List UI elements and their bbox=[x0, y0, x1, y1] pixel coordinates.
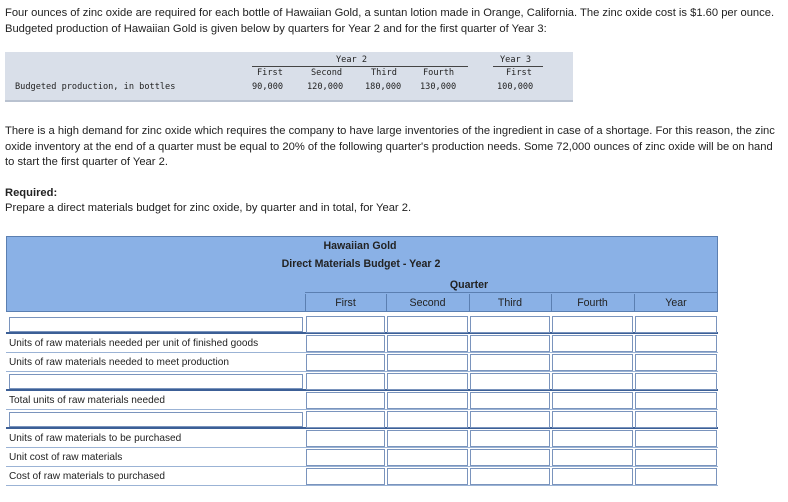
row-label-input[interactable] bbox=[9, 412, 303, 427]
year3-quarter-header: First bbox=[506, 68, 532, 78]
amount-input-fourth[interactable] bbox=[552, 373, 633, 390]
quarter-header-second: Second bbox=[311, 68, 343, 78]
budget-row bbox=[6, 391, 718, 410]
amount-input-fourth[interactable] bbox=[552, 354, 633, 371]
production-q4: 130,000 bbox=[420, 82, 457, 92]
year3-header: Year 3 bbox=[500, 55, 532, 65]
row-label-input[interactable] bbox=[9, 317, 303, 332]
col-header-fourth: Fourth bbox=[577, 297, 608, 309]
amount-input-third[interactable] bbox=[470, 335, 550, 352]
budget-row bbox=[6, 315, 718, 334]
amount-input-year[interactable] bbox=[635, 449, 717, 466]
col-header-third: Third bbox=[497, 297, 523, 309]
amount-input-fourth[interactable] bbox=[552, 392, 633, 409]
budget-row bbox=[6, 334, 718, 353]
budget-row bbox=[6, 353, 718, 372]
amount-input-second[interactable] bbox=[387, 392, 468, 409]
amount-input-third[interactable] bbox=[470, 449, 550, 466]
quarter-rule bbox=[305, 292, 718, 293]
amount-input-first[interactable] bbox=[306, 354, 385, 371]
budget-row bbox=[6, 429, 718, 448]
amount-input-first[interactable] bbox=[306, 449, 385, 466]
amount-input-third[interactable] bbox=[470, 468, 550, 485]
production-q3: 180,000 bbox=[365, 82, 402, 92]
col-divider bbox=[551, 294, 552, 312]
quarter-header-third: Third bbox=[371, 68, 397, 78]
amount-input-first[interactable] bbox=[306, 335, 385, 352]
row-label: Units of raw materials needed per unit of finished goods bbox=[9, 338, 259, 349]
col-header-year: Year bbox=[665, 297, 687, 309]
amount-input-first[interactable] bbox=[306, 411, 385, 428]
amount-input-third[interactable] bbox=[470, 392, 550, 409]
amount-input-second[interactable] bbox=[387, 449, 468, 466]
quarter-label: Quarter bbox=[449, 279, 489, 291]
row-label: Units of raw materials needed to meet production bbox=[9, 357, 229, 368]
quarter-header-first: First bbox=[257, 68, 283, 78]
required-heading: Required: bbox=[5, 187, 58, 199]
amount-input-first[interactable] bbox=[306, 373, 385, 390]
amount-input-year[interactable] bbox=[635, 316, 717, 333]
production-row-label: Budgeted production, in bottles bbox=[15, 82, 176, 92]
amount-input-third[interactable] bbox=[470, 316, 550, 333]
col-header-second: Second bbox=[409, 297, 446, 309]
row-label: Total units of raw materials needed bbox=[9, 395, 165, 406]
amount-input-third[interactable] bbox=[470, 430, 550, 447]
amount-input-second[interactable] bbox=[387, 430, 468, 447]
amount-input-second[interactable] bbox=[387, 316, 468, 333]
amount-input-second[interactable] bbox=[387, 411, 468, 428]
amount-input-year[interactable] bbox=[635, 354, 717, 371]
row-label: Units of raw materials to be purchased bbox=[9, 433, 182, 444]
amount-input-year[interactable] bbox=[635, 468, 717, 485]
amount-input-third[interactable] bbox=[470, 354, 550, 371]
amount-input-fourth[interactable] bbox=[552, 316, 633, 333]
amount-input-first[interactable] bbox=[306, 316, 385, 333]
amount-input-fourth[interactable] bbox=[552, 335, 633, 352]
row-label: Cost of raw materials to purchased bbox=[9, 471, 165, 482]
amount-input-year[interactable] bbox=[635, 392, 717, 409]
year2-header: Year 2 bbox=[336, 55, 368, 65]
budget-company: Hawaiian Gold bbox=[323, 240, 397, 252]
amount-input-year[interactable] bbox=[635, 411, 717, 428]
required-instruction: Prepare a direct materials budget for zinc oxide, by quarter and in total, for Year 2. bbox=[5, 202, 412, 214]
amount-input-third[interactable] bbox=[470, 373, 550, 390]
production-q1: 90,000 bbox=[252, 82, 284, 92]
col-divider bbox=[634, 294, 635, 312]
budget-row bbox=[6, 372, 718, 391]
quarter-header-fourth: Fourth bbox=[423, 68, 455, 78]
amount-input-second[interactable] bbox=[387, 354, 468, 371]
amount-input-third[interactable] bbox=[470, 411, 550, 428]
year3-rule bbox=[493, 66, 543, 67]
col-divider bbox=[469, 294, 470, 312]
amount-input-year[interactable] bbox=[635, 430, 717, 447]
production-q2: 120,000 bbox=[307, 82, 344, 92]
amount-input-second[interactable] bbox=[387, 468, 468, 485]
budget-title: Direct Materials Budget - Year 2 bbox=[281, 258, 441, 270]
problem-intro: Four ounces of zinc oxide are required for each bottle of Hawaiian Gold, a suntan lotion made in Orange, California. The zinc oxide cost is $1.60 per ounce. Budgeted production of Hawaiian Gold is given below by quarters for Year 2 and for the first quarter of Year 3: bbox=[5, 7, 775, 35]
amount-input-fourth[interactable] bbox=[552, 468, 633, 485]
production-year3-q1: 100,000 bbox=[497, 82, 534, 92]
budget-row bbox=[6, 448, 718, 467]
amount-input-fourth[interactable] bbox=[552, 430, 633, 447]
budget-row bbox=[6, 410, 718, 429]
amount-input-second[interactable] bbox=[387, 335, 468, 352]
amount-input-first[interactable] bbox=[306, 430, 385, 447]
budgeted-production-table bbox=[5, 52, 573, 102]
row-label: Unit cost of raw materials bbox=[9, 452, 123, 463]
amount-input-fourth[interactable] bbox=[552, 449, 633, 466]
year2-rule bbox=[252, 66, 468, 67]
amount-input-first[interactable] bbox=[306, 468, 385, 485]
amount-input-second[interactable] bbox=[387, 373, 468, 390]
amount-input-year[interactable] bbox=[635, 335, 717, 352]
demand-paragraph: There is a high demand for zinc oxide which requires the company to have large inventories of the ingredient in case of a shortage. For this reason, the zinc oxide inventory at the end of a quarter must be equal to 20% of the following quarter's production needs. Some 72,000 ounces of zinc oxide will be on hand to start the first quarter of Year 2. bbox=[5, 125, 775, 168]
amount-input-year[interactable] bbox=[635, 373, 717, 390]
row-label-input[interactable] bbox=[9, 374, 303, 389]
col-divider bbox=[386, 294, 387, 312]
amount-input-fourth[interactable] bbox=[552, 411, 633, 428]
col-header-first: First bbox=[335, 297, 356, 309]
col-divider bbox=[305, 294, 306, 312]
direct-materials-budget bbox=[6, 236, 718, 486]
amount-input-first[interactable] bbox=[306, 392, 385, 409]
budget-row bbox=[6, 467, 718, 486]
table-bottom-stripe bbox=[5, 100, 573, 102]
